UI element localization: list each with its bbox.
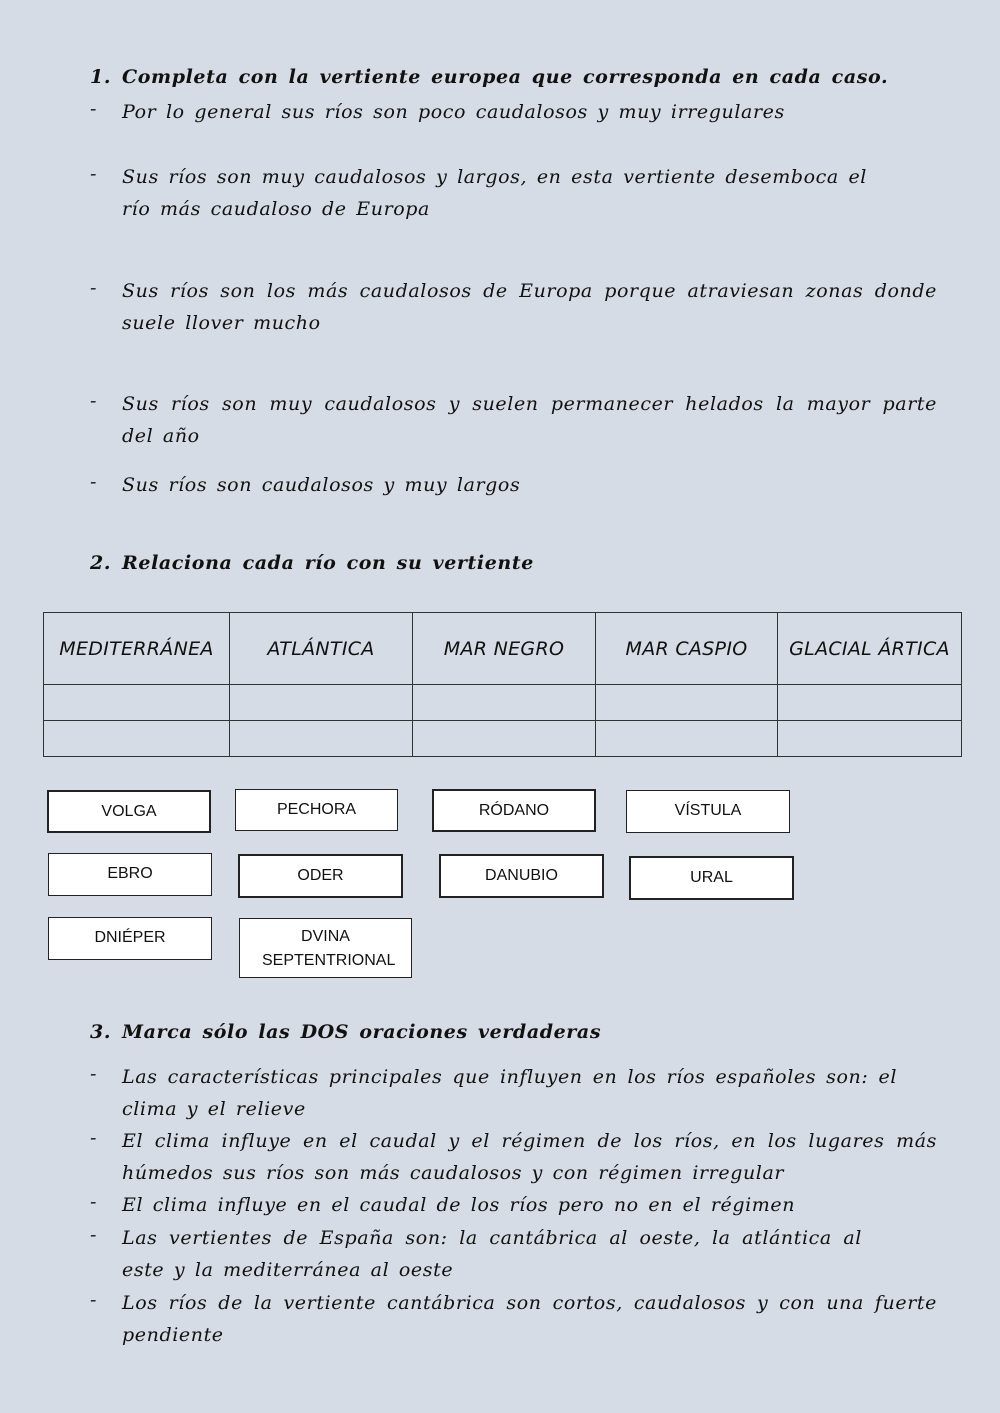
drop-cell-mediterranea-1[interactable] — [44, 685, 230, 721]
q1-item-1[interactable]: Por lo general sus ríos son poco caudalosos y muy irregulares — [122, 101, 785, 123]
drop-cell-glacial-artica-2[interactable] — [778, 721, 962, 757]
rivers-table — [43, 612, 962, 757]
q3-item-5-dash: - — [90, 1289, 98, 1311]
header-mar-caspio: MAR CASPIO — [596, 613, 778, 685]
q1-item-4[interactable]: Sus ríos son muy caudalosos y suelen permanecer helados la mayor parte del año — [122, 393, 937, 447]
q2-number: 2. — [90, 552, 112, 574]
header-mediterranea: MEDITERRÁNEA — [44, 613, 230, 685]
q3-item-4-dash: - — [90, 1224, 98, 1246]
q1-item-2-dash: - — [90, 163, 98, 185]
q1-item-4-dash: - — [90, 390, 98, 412]
table-row — [44, 721, 962, 757]
river-card-dvina-septentrional[interactable]: DVINA SEPTENTRIONAL — [239, 918, 412, 978]
q1-item-3-dash: - — [90, 277, 98, 299]
header-mar-negro: MAR NEGRO — [413, 613, 596, 685]
river-card-volga[interactable]: VOLGA — [47, 790, 211, 833]
q1-item-1-dash: - — [90, 98, 98, 120]
q3-statement-2[interactable]: El clima influye en el caudal y el régimen de los ríos, en los lugares más húmedos sus ríos son más caudalosos y con régimen irregular — [122, 1130, 937, 1184]
q3-statement-5[interactable]: Los ríos de la vertiente cantábrica son cortos, caudalosos y con una fuerte pendiente — [122, 1292, 937, 1346]
drop-cell-mar-caspio-1[interactable] — [596, 685, 778, 721]
q3-number: 3. — [90, 1021, 112, 1043]
q1-item-5[interactable]: Sus ríos son caudalosos y muy largos — [122, 474, 521, 496]
drop-cell-mar-negro-1[interactable] — [413, 685, 596, 721]
drop-cell-mar-negro-2[interactable] — [413, 721, 596, 757]
river-card-rodano[interactable]: RÓDANO — [432, 789, 596, 832]
river-card-ebro[interactable]: EBRO — [48, 853, 212, 896]
q3-statement-1[interactable]: Las características principales que influyen en los ríos españoles son: el clima y el relieve — [122, 1066, 897, 1120]
drop-cell-glacial-artica-1[interactable] — [778, 685, 962, 721]
q3-item-1-dash: - — [90, 1063, 98, 1085]
table-row — [44, 685, 962, 721]
q3-statement-4[interactable]: Las vertientes de España son: la cantábrica al oeste, la atlántica al este y la mediterránea al oeste — [122, 1227, 862, 1281]
q1-title: Completa con la vertiente europea que corresponda en cada caso. — [122, 66, 889, 88]
q2-title: Relaciona cada río con su vertiente — [122, 552, 534, 574]
q3-statement-3[interactable]: El clima influye en el caudal de los ríos pero no en el régimen — [122, 1194, 796, 1216]
q3-item-2-dash: - — [90, 1127, 98, 1149]
q1-item-3[interactable]: Sus ríos son los más caudalosos de Europa porque atraviesan zonas donde suele llover mucho — [122, 280, 937, 334]
river-card-oder[interactable]: ODER — [238, 854, 403, 898]
drop-cell-mediterranea-2[interactable] — [44, 721, 230, 757]
river-card-pechora[interactable]: PECHORA — [235, 789, 398, 831]
drop-cell-atlantica-1[interactable] — [230, 685, 413, 721]
q3-item-3-dash: - — [90, 1191, 98, 1213]
drop-cell-mar-caspio-2[interactable] — [596, 721, 778, 757]
table-header-row — [44, 613, 962, 685]
river-card-vistula[interactable]: VÍSTULA — [626, 790, 790, 833]
river-card-dnieper[interactable]: DNIÉPER — [48, 917, 212, 960]
header-glacial-artica: GLACIAL ÁRTICA — [778, 613, 962, 685]
header-atlantica: ATLÁNTICA — [230, 613, 413, 685]
q1-item-2[interactable]: Sus ríos son muy caudalosos y largos, en esta vertiente desemboca el río más caudaloso de Europa — [122, 166, 867, 220]
q1-number: 1. — [90, 66, 112, 88]
drop-cell-atlantica-2[interactable] — [230, 721, 413, 757]
q1-item-5-dash: - — [90, 471, 98, 493]
q3-title: Marca sólo las DOS oraciones verdaderas — [122, 1021, 602, 1043]
river-card-danubio[interactable]: DANUBIO — [439, 854, 604, 898]
river-card-ural[interactable]: URAL — [629, 856, 794, 900]
